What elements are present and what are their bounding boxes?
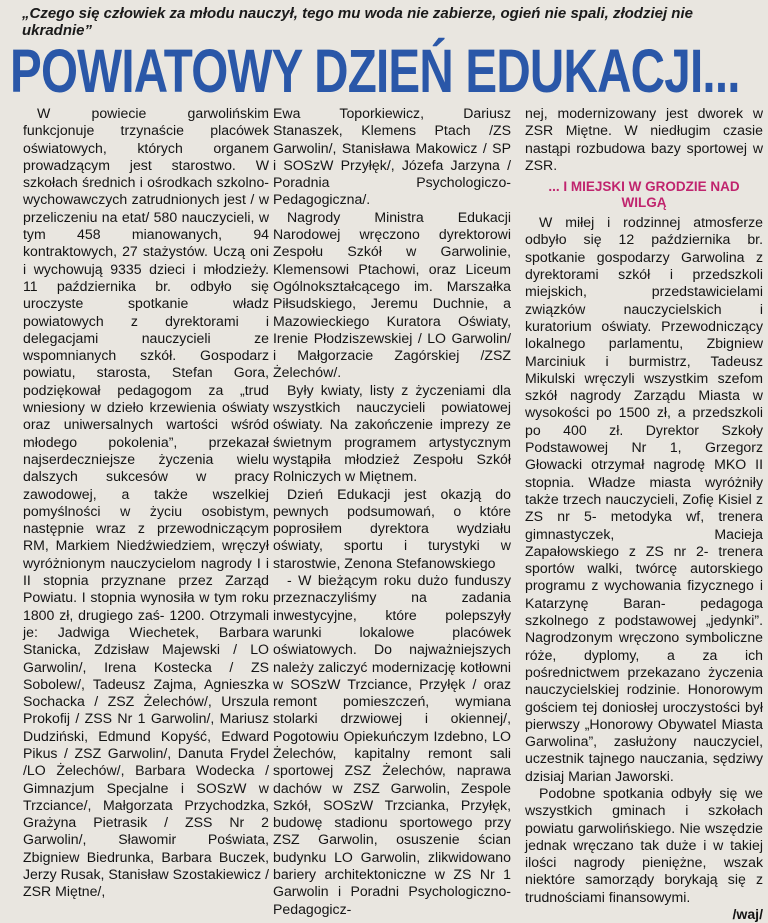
paragraph: Dzień Edukacji jest okazją do pewnych podsumowań, o które poprosiłem dyrektora wydziału oświaty, sportu i turystyki w starostwie, Zenona Stefanowskiego bbox=[273, 485, 511, 571]
subheading: ... I MIEJSKI W GRODZIE NAD WILGĄ bbox=[548, 179, 740, 211]
paragraph: Ewa Toporkiewicz, Dariusz Stanaszek, Klemens Ptach /ZS Garwolin/, Stanisława Makowicz / SP i SOSzW Przyłęk/, Józefa Jarzyna / Poradnia Psychologiczo- Pedagogiczna/. bbox=[273, 105, 511, 208]
paragraph: Nagrody Ministra Edukacji Narodowej wręczono dyrektorowi Zespołu Szkół w Garwolinie, Klemensowi Ptachowi, oraz Liceum Ogólnokształcącego im. Marszałka Piłsudskiego, Jeremu Duchnie, a Mazowieckiego Kuratora Oświaty, Irenie Płodziszewskiej / LO Garwolin/ i Małgorzacie Zagórskiej /ZSZ Żelechów/. bbox=[273, 208, 511, 381]
article-column-1 bbox=[23, 105, 269, 900]
article-column-3 bbox=[525, 105, 763, 923]
paragraph: - W bieżącym roku dużo funduszy przeznaczyliśmy na zadania inwestycyjne, które polepszyły warunki lokalowe placówek oświatowych. Do najważniejszych należy zaliczyć modernizację kotłowni w SOSzW Trzciance, Przyłęk / oraz remont pomieszczeń, wymiana stolarki drzwiowej i okiennej/, Pogotowiu Opiekuńczym Izdebno, LO Żelechów, kapitalny remont sali sportowej ZSZ Żelechów, naprawa dachów w ZSZ Garwolin, Zespole Szkół, SOSzW Trzcianka, Przyłęk, budowę stadionu sportowego przy ZSZ Garwolin, osuszenie ścian budynku LO Garwolin, zlikwidowano bariery architektoniczne w ZS Nr 1 Garwolin i Poradni Psychologiczno- Pedagogicz- bbox=[273, 572, 511, 917]
paragraph: W powiecie garwolińskim funkcjonuje trzynaście placówek oświatowych, których organem prowadzącym jest starostwo. W szkołach średnich i ośrodkach szkolno- wychowawczych zatrudnionych jest / w przeliczeniu na etat/ 580 nauczycieli, w tym 458 mianowanych, 94 kontraktowych, 27 stażystów. Uczą oni i wychowują 9335 dzieci i młodzieży. 11 października br. odbyło się uroczyste spotkanie władz powiatowych z dyrektorami i delegacjami nauczycieli ze wspomnianych szkół. Gospodarz powiatu, starosta, Stefan Gora, podziękował pedagogom za „trud wniesiony w dzieło krzewienia oświaty oraz uniwersalnych wartości wśród młodego pokolenia”, przekazał najserdeczniejsze życzenia wielu dalszych sukcesów w pracy zawodowej, a także wszelkiej pomyślności w życiu osobistym, następnie wraz z przewodniczącym RM, Markiem Niedźwiedziem, wręczył wyróżnionym nauczycielom nagrody I i II stopnia przyznane przez Zarząd Powiatu. I stopnia wynosiła w tym roku 1800 zł, drugiego zaś- 1200. Otrzymali je: Jadwiga Wiechetek, Barbara Stanicka, Zdzisław Majewski / LO Garwolin/, Irena Kostecka / ZS Sobolew/, Tadeusz Zajma, Agnieszka Sochacka / ZSZ Żelechów/, Urszula Prokofij / ZSS Nr 1 Garwolin/, Mariusz Dudziński, Edmund Kopyść, Edward Pikus / ZSZ Garwolin/, Danuta Frydel /LO Żelechów/, Barbara Wodecka / Gimnazjum Specjalne i SOSzW w Trzciance/, Małgorzata Przychodzka, Grażyna Pietrasik / ZSS Nr 2 Garwolin/, Sławomir Poświata, Zbigniew Biedrunka, Barbara Buczek, Jerzy Rusak, Stanisław Szostakiewicz / ZSR Miętne/, bbox=[23, 105, 269, 900]
epigraph-quote: „Czego się człowiek za młodu nauczył, tego mu woda nie zabierze, ogień nie spali, złodziej nie ukradnie” bbox=[22, 5, 693, 39]
article-column-2 bbox=[273, 105, 511, 917]
paragraph: nej, modernizowany jest dworek w ZSR Miętne. W niedługim czasie nastąpi rozbudowa bazy sportowej w ZSR. bbox=[525, 105, 763, 173]
headline: POWIATOWY DZIEŃ EDUKACJI... bbox=[10, 37, 740, 105]
paragraph: Były kwiaty, listy z życzeniami dla wszystkich nauczycieli powiatowej oświaty. Na zakończenie imprezy ze świetnym programem artystycznym wystąpiła młodzież Zespołu Szkół Rolniczych w Miętnem. bbox=[273, 381, 511, 485]
paragraph: W miłej i rodzinnej atmosferze odbyło się 12 października br. spotkanie gospodarzy Garwolina z dyrektorami szkół i przedszkoli miejskich, przedstawicielami związków nauczycielskich i kuratorium oświaty. Przewodniczący lokalnego parlamentu, Zbigniew Marciniuk i burmistrz, Tadeusz Mikulski wręczyli wszystkim szefom szkół nagrody Zarządu Miasta w wysokości po 1500 zł, a przedszkoli po 400 zł. Dyrektor Szkoły Podstawowej Nr 1, Grzegorz Głowacki otrzymał nagrodę MKO II stopnia. Władze miasta wyróżniły także trzech nauczycieli, Zofię Kisiel z ZS nr 5- metodyka wf, trenera gimnastyczek, Macieja Zapałowskiego z ZS nr 2- trenera sportów walki, twórcę autorskiego programu z wychowania fizycznego i Katarzynę Baran- pedagoga szkolnego z podstawowej „jedynki”. Nagrodzonym wręczono symboliczne róże, dyplomy, a za ich pośrednictwem przekazano życzenia nauczycielskiej rodzinie. Honorowym gościem tej doniosłej uroczystości był pierwszy „Honorowy Obywatel Miasta Garwolina”, zasłużony nauczyciel, uczestnik tajnego nauczania, sędziwy dzisiaj Marian Jaworski. bbox=[525, 214, 763, 784]
author-signature: /waj/ bbox=[732, 906, 763, 923]
paragraph: Podobne spotkania odbyły się we wszystkich gminach i szkołach powiatu garwolińskiego. Nie wszędzie jednak wręczano tak duże i w takiej ilości nagrody pieniężne, wszak niektóre samorządy borykają się z trudnościami finansowymi. bbox=[525, 784, 763, 905]
